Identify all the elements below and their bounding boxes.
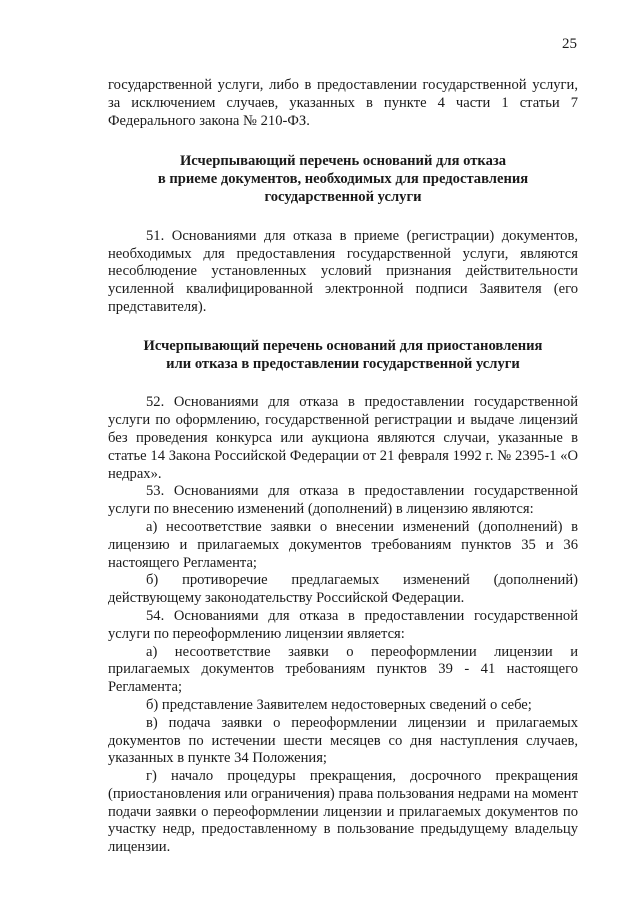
document-body bbox=[108, 77, 578, 857]
paragraph-51: 51. Основаниями для отказа в приеме (регистрации) документов, необходимых для предоставления государственной услуги, являются несоблюдение установленных условий признания действительности усиленной квалифицированной электронной подписи Заявителя (его представителя). bbox=[108, 227, 578, 315]
paragraph-52: 52. Основаниями для отказа в предоставлении государственной услуги по оформлению, государственной регистрации и выдаче лицензий без проведения конкурса или аукциона являются случаи, указанные в статье 14 Закона Российской Федерации от 21 февраля 1992 г. № 2395-1 «О недрах». bbox=[108, 394, 578, 482]
heading-line: Исчерпывающий перечень оснований для отказа bbox=[179, 153, 507, 170]
paragraph-54-b: б) представление Заявителем недостоверных сведений о себе; bbox=[146, 696, 532, 713]
heading-line: государственной услуги bbox=[264, 188, 422, 205]
heading-line: или отказа в предоставлении государственной услуги bbox=[166, 355, 520, 372]
paragraph-54-d: г) начало процедуры прекращения, досрочного прекращения (приостановления или ограничения) права пользования недрами на момент подачи заявки о переоформлении лицензии и прилагаемых документов по участку недр, предоставленному в пользование предыдущему владельцу лицензии. bbox=[108, 768, 578, 856]
section-heading-refusal-acceptance bbox=[108, 153, 578, 206]
paragraph-53: 53. Основаниями для отказа в предоставлении государственной услуги по внесению изменений (дополнений) в лицензию являются: bbox=[108, 483, 578, 518]
paragraph-54: 54. Основаниями для отказа в предоставлении государственной услуги по переоформлению лицензии является: bbox=[108, 607, 578, 642]
paragraph-53-a: а) несоответствие заявки о внесении изменений (дополнений) в лицензию и прилагаемых документов требованиям пунктов 35 и 36 настоящего Регламента; bbox=[108, 518, 578, 571]
paragraph-53-b: б) противоречие предлагаемых изменений (дополнений) действующему законодательству Российской Федерации. bbox=[108, 572, 578, 607]
heading-line: в приеме документов, необходимых для предоставления bbox=[157, 171, 529, 188]
intro-paragraph: государственной услуги, либо в предоставлении государственной услуги, за исключением случаев, указанных в пункте 4 части 1 статьи 7 Федерального закона № 210-ФЗ. bbox=[108, 77, 578, 129]
page-number: 25 bbox=[562, 36, 577, 52]
paragraph-54-c: в) подача заявки о переоформлении лицензии и прилагаемых документов по истечении шести месяцев со дня наступления случаев, указанных в пункте 34 Положения; bbox=[108, 714, 578, 767]
heading-line: Исчерпывающий перечень оснований для приостановления bbox=[143, 337, 543, 354]
section-heading-suspension-refusal bbox=[108, 338, 578, 374]
paragraph-54-a: а) несоответствие заявки о переоформлении лицензии и прилагаемых документов требованиям пунктов 39 - 41 настоящего Регламента; bbox=[108, 643, 578, 696]
